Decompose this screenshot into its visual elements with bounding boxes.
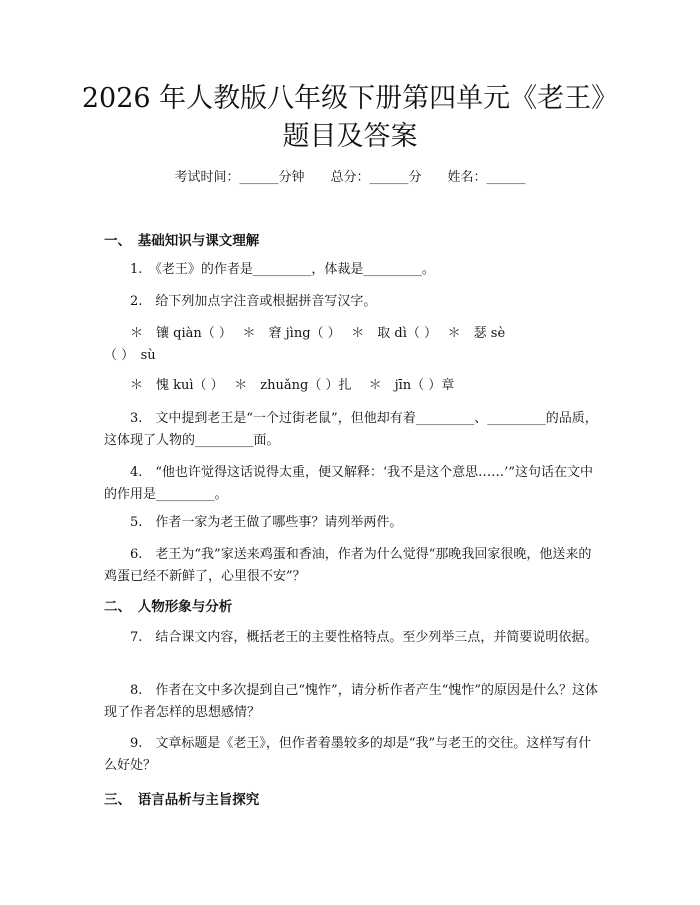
question-1: 1. 《老王》的作者是_________，体裁是_________。 [130,262,435,277]
exam-meta-line: 考试时间：______分钟 总分：______分 姓名：______ [174,170,526,185]
question-9: 9. 文章标题是《老王》，但作者着墨较多的却是“我”与老王的交往。这样写有什么好处？ [104,736,592,773]
section-heading-1: 一、 基础知识与课文理解 [104,233,260,249]
question-2: 2. 给下列加点字注音或根据拼音写汉字。 [130,294,377,309]
question-3: 3. 文中提到老王是“一个过街老鼠”，但他却有着_________、_________的品质，这体现了人物的_________面。 [104,411,598,448]
pinyin-row-1-continued: （ ） sù [104,348,156,363]
section-heading-3: 三、 语言品析与主旨探究 [104,792,260,808]
question-7: 7. 结合课文内容，概括老王的主要性格特点。至少列举三点，并简要说明依据。 [130,630,598,645]
question-6: 6. 老王为“我”家送来鸡蛋和香油，作者为什么觉得“那晚我回家很晚，他送来的鸡蛋已经不新鲜了，心里很不安”？ [104,547,592,584]
document-title-line1: 2026 年人教版八年级下册第四单元《老王》 [81,83,619,114]
pinyin-row-1: ＊ 镶 qiàn（ ） ＊ 窘 jìng（ ） ＊ 取 dì（ ） ＊ 瑟 sè [104,326,506,341]
question-5: 5. 作者一家为老王做了哪些事？请列举两件。 [130,515,403,530]
section-heading-2: 二、 人物形象与分析 [104,599,233,615]
question-8: 8. 作者在文中多次提到自己“愧怍”，请分析作者产生“愧怍”的原因是什么？这体现了作者怎样的思想感情？ [104,683,598,720]
pinyin-row-2: ＊ 愧 kuì（ ） ＊ zhuǎng（ ）扎 ＊ jīn（ ）章 [104,378,455,393]
document-title-line2: 题目及答案 [282,121,418,152]
question-4: 4. “他也许觉得这话说得太重，便又解释：‘我不是这个意思……’”这句话在文中的作用是_________。 [104,465,593,502]
